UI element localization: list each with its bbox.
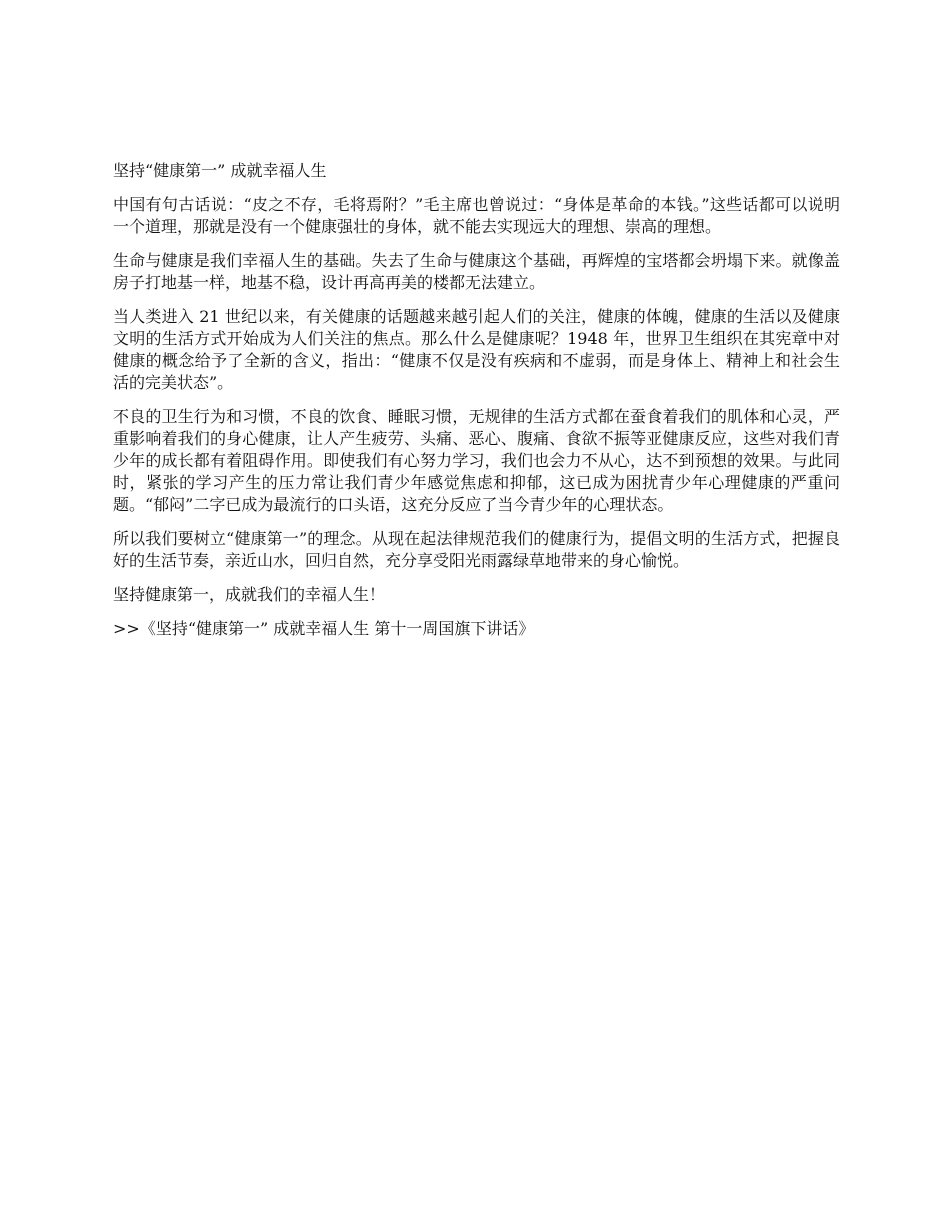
paragraph-4: 不良的卫生行为和习惯，不良的饮食、睡眠习惯，无规律的生活方式都在蚕食着我们的肌体和心灵，严重影响着我们的身心健康，让人产生疲劳、头痛、恶心、腹痛、食欲不振等亚健康反应，这些对我们青少年的成长都有着阻碍作用。即使我们有心努力学习，我们也会力不从心，达不到预想的效果。与此同时，紧张的学习产生的压力常让我们青少年感觉焦虑和抑郁，这已成为困扰青少年心理健康的严重问题。“郁闷”二字已成为最流行的口头语，这充分反应了当今青少年的心理状态。 (113, 407, 840, 514)
paragraph-5: 所以我们要树立“健康第一”的理念。从现在起法律规范我们的健康行为，提倡文明的生活方式，把握良好的生活节奏，亲近山水，回归自然，充分享受阳光雨露绿草地带来的身心愉悦。 (113, 529, 840, 570)
document-body (113, 160, 840, 640)
paragraph-2: 生命与健康是我们幸福人生的基础。失去了生命与健康这个基础，再辉煌的宝塔都会坍塌下来。就像盖房子打地基一样，地基不稳，设计再高再美的楼都无法建立。 (113, 251, 840, 292)
paragraph-3: 当人类进入 21 世纪以来，有关健康的话题越来越引起人们的关注，健康的体魄，健康的生活以及健康文明的生活方式开始成为人们关注的焦点。那么什么是健康呢？1948 年，世界卫生组织在其宪章中对健康的概念给予了全新的含义，指出：“健康不仅是没有疾病和不虚弱，而是身体上、精神上和社会生活的完美状态”。 (113, 307, 840, 392)
related-article-link[interactable]: >>《坚持“健康第一” 成就幸福人生 第十一周国旗下讲话》 (113, 619, 535, 638)
document-title: 坚持“健康第一” 成就幸福人生 (113, 161, 327, 180)
paragraph-6: 坚持健康第一，成就我们的幸福人生！ (113, 585, 386, 604)
paragraph-1: 中国有句古话说：“皮之不存，毛将焉附？”毛主席也曾说过：“身体是革命的本钱。”这些话都可以说明一个道理，那就是没有一个健康强壮的身体，就不能去实现远大的理想、崇高的理想。 (113, 195, 840, 236)
